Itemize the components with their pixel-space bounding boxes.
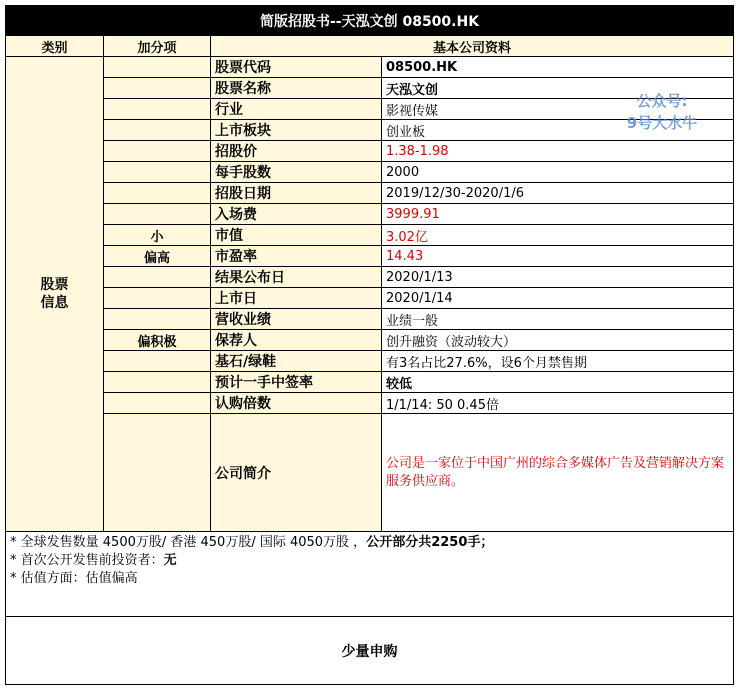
bonus-cell — [104, 78, 211, 99]
category-cell: 股票 信息 — [6, 57, 104, 532]
field-label: 每手股数 — [211, 162, 382, 183]
field-value: 创业板 — [382, 120, 734, 141]
table-row — [6, 330, 734, 351]
bonus-cell — [104, 351, 211, 372]
bonus-cell: 偏高 — [104, 246, 211, 267]
note-line — [10, 570, 729, 588]
header-category: 类别 — [6, 36, 104, 57]
field-label: 市盈率 — [211, 246, 382, 267]
bonus-cell — [104, 204, 211, 225]
bonus-cell: 偏积极 — [104, 330, 211, 351]
recommendation: 少量申购 — [6, 617, 734, 685]
table-row — [6, 141, 734, 162]
table-row — [6, 225, 734, 246]
field-value: 创升融资（波动较大） — [382, 330, 734, 351]
field-value: 2019/12/30-2020/1/6 — [382, 183, 734, 204]
field-label: 结果公布日 — [211, 267, 382, 288]
table-row — [6, 204, 734, 225]
field-label: 上市日 — [211, 288, 382, 309]
note-bullet: * — [10, 535, 21, 550]
field-value: 08500.HK — [382, 57, 734, 78]
field-value: 3999.91 — [382, 204, 734, 225]
field-value: 1/1/14: 50 0.45倍 — [382, 393, 734, 414]
header-bonus: 加分项 — [104, 36, 211, 57]
field-value: 2020/1/13 — [382, 267, 734, 288]
field-value: 3.02亿 — [382, 225, 734, 246]
note-text: 全球发售数量 4500万股/ 香港 450万股/ 国际 4050万股 ， — [20, 535, 367, 550]
field-value: 天泓文创 — [382, 78, 734, 99]
field-label: 基石/绿鞋 — [211, 351, 382, 372]
field-label: 股票名称 — [211, 78, 382, 99]
watermark — [612, 90, 712, 134]
company-row — [6, 414, 734, 532]
field-label: 行业 — [211, 99, 382, 120]
company-description: 公司是一家位于中国广州的综合多媒体广告及营销解决方案服务供应商。 — [382, 414, 734, 532]
field-value: 有3名占比27.6%，设6个月禁售期 — [382, 351, 734, 372]
bonus-cell — [104, 141, 211, 162]
table-row — [6, 183, 734, 204]
bonus-cell: 小 — [104, 225, 211, 246]
bonus-cell — [104, 183, 211, 204]
notes-cell — [6, 532, 734, 617]
field-label: 预计一手中签率 — [211, 372, 382, 393]
field-value: 2020/1/14 — [382, 288, 734, 309]
sheet-title: 简版招股书--天泓文创 08500.HK — [6, 6, 734, 36]
note-text: 估值方面：估值偏高 — [20, 571, 138, 586]
watermark-line2: 9号大水牛 — [626, 114, 698, 132]
table-row — [6, 57, 734, 78]
field-label: 股票代码 — [211, 57, 382, 78]
field-value: 影视传媒 — [382, 99, 734, 120]
field-label: 认购倍数 — [211, 393, 382, 414]
field-label: 上市板块 — [211, 120, 382, 141]
header-info: 基本公司资料 — [211, 36, 734, 57]
note-line — [10, 552, 729, 570]
table-row — [6, 267, 734, 288]
table-row — [6, 372, 734, 393]
bonus-cell — [104, 99, 211, 120]
table-row — [6, 309, 734, 330]
field-label: 营收业绩 — [211, 309, 382, 330]
note-emphasis: 无 — [163, 553, 177, 568]
field-value: 14.43 — [382, 246, 734, 267]
field-label: 招股日期 — [211, 183, 382, 204]
bonus-cell — [104, 120, 211, 141]
note-line — [10, 534, 729, 552]
table-row — [6, 351, 734, 372]
bonus-cell — [104, 57, 211, 78]
field-value: 2000 — [382, 162, 734, 183]
bonus-cell — [104, 267, 211, 288]
bonus-cell — [104, 309, 211, 330]
table-row — [6, 162, 734, 183]
note-emphasis: 公开部分共2250手； — [366, 535, 494, 550]
watermark-line1: 公众号: — [636, 92, 688, 110]
bonus-cell — [104, 288, 211, 309]
field-label: 招股价 — [211, 141, 382, 162]
bonus-cell — [104, 162, 211, 183]
field-label: 市值 — [211, 225, 382, 246]
note-text: 首次公开发售前投资者： — [20, 553, 164, 568]
field-label: 入场费 — [211, 204, 382, 225]
company-label: 公司简介 — [211, 414, 382, 532]
note-bullet: * — [10, 571, 21, 586]
table-row — [6, 246, 734, 267]
note-bullet: * — [10, 553, 21, 568]
bonus-cell — [104, 393, 211, 414]
field-value: 业绩一般 — [382, 309, 734, 330]
field-value: 1.38-1.98 — [382, 141, 734, 162]
table-row — [6, 393, 734, 414]
bonus-cell — [104, 372, 211, 393]
bonus-cell — [104, 414, 211, 532]
field-value: 较低 — [382, 372, 734, 393]
field-label: 保荐人 — [211, 330, 382, 351]
table-row — [6, 288, 734, 309]
